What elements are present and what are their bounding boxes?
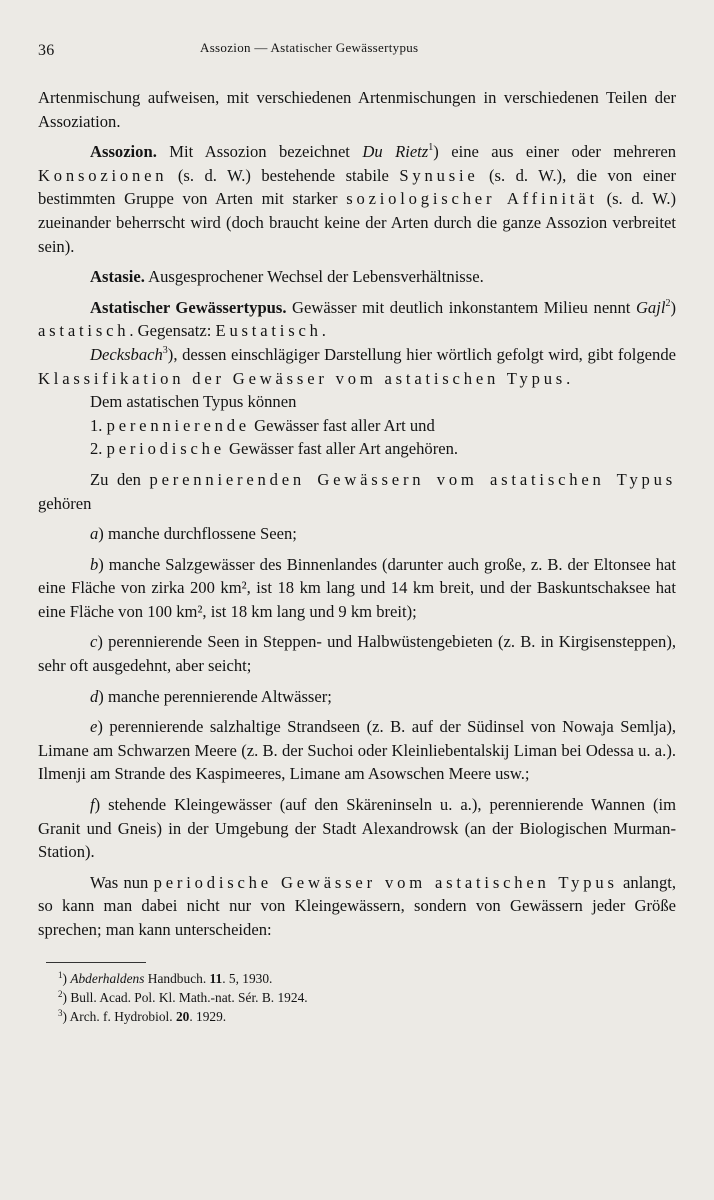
text-span: Gewässer mit deutlich inkonstantem Milieu nennt (286, 297, 636, 317)
list-item (38, 685, 676, 709)
item-letter: e (90, 717, 98, 737)
spaced-term: Klassifikation der Gewässer vom astatischen Typus (38, 368, 567, 388)
footnote-mark: 2 (58, 988, 63, 999)
text-span: ) (670, 297, 676, 317)
footnote-ref-3: 3 (162, 344, 168, 356)
author-gajl: Gajl (635, 297, 666, 317)
text-span: ) eine aus einer oder mehreren (433, 142, 677, 162)
item-text: ) perennierende salzhaltige Strandseen (z. B. auf der Südinsel von Nowaja Semlja), Limane am Schwarzen Meere (z. B. der Suchoi oder Kleinliebentalskij Liman bei Odessa u. a.). Ilmenji am Strande des Kaspimeeres, Limane am Asowschen Meere usw.; (38, 717, 676, 784)
text-span: . (566, 368, 571, 388)
running-head: Assozion — Astatischer Gewässertypus (200, 40, 419, 55)
footnote: $^3$) Arch. f. Hydrobiol. 20. 1929. (58, 1007, 227, 1024)
lemma-astasie: Astasie. (90, 267, 145, 287)
spaced-term: perennierende (106, 415, 250, 435)
paragraph-decksbach (38, 343, 676, 390)
item-letter: b (90, 554, 99, 574)
list-item (38, 630, 676, 677)
page-number: 36 (38, 42, 55, 59)
item-letter: d (90, 686, 99, 706)
lemma-astatischer: Astatischer Gewässertypus. (90, 297, 287, 317)
list-item (38, 793, 676, 864)
type-item (38, 414, 676, 438)
footnote-mark: 1 (58, 969, 63, 980)
text-span: Was nun (90, 872, 154, 892)
footnote-text: Arch. f. Hydrobiol. (66, 1008, 176, 1024)
text-span: anlangt, so kann man dabei nicht nur von Kleingewässern, sondern von Gewässern jeder Größe sprechen; man kann unterscheiden: (38, 872, 677, 939)
footnote: $^2$) Bull. Acad. Pol. Kl. Math.-nat. Sér. B. 1924. (58, 988, 308, 1005)
item-letter: c (90, 632, 98, 652)
author-du-rietz: Du Rietz (362, 142, 429, 162)
item-letter: f (90, 795, 95, 815)
spaced-term: Konsozionen (38, 165, 168, 185)
spaced-term: perennierenden Gewässern vom astatischen Typus (149, 469, 676, 489)
spaced-term: Synusie (399, 165, 479, 185)
author-decksbach: Decksbach (90, 344, 163, 364)
item-number: 2. (90, 439, 107, 459)
text-span: (s. d. W.) bestehende stabile (167, 165, 400, 185)
footnote-text: Handbuch. (144, 970, 210, 986)
text-span: Gewässer fast aller Art angehören. (224, 439, 459, 459)
text-span: (s. d. W.) zueinander beherrscht wird (doch braucht keine der Arten durch die ganze Assozion verbreitet sein). (38, 189, 677, 256)
lemma-assozion: Assozion. (90, 142, 157, 162)
spaced-term: astatisch (38, 321, 130, 341)
item-text: ) stehende Kleingewässer (auf den Skäreninseln u. a.), perennierende Wannen (im Granit und Gneis) in der Umgebung der Stadt Alexandrowsk (an der Biologischen Murman-Station). (38, 795, 676, 862)
text-span: Zu den (90, 469, 150, 489)
text-span: Ausgesprochener Wechsel der Lebensverhältnisse. (144, 267, 484, 287)
paragraph-was-nun (38, 871, 676, 942)
footnote-volume: 11 (209, 970, 223, 986)
footnote-text: . 5, 1930. (222, 970, 273, 986)
spaced-term: periodische Gewässer vom astatischen Typus (153, 872, 618, 892)
spaced-term: periodische (106, 439, 225, 459)
type-item (38, 437, 676, 461)
entry-astasie (38, 265, 676, 289)
text-span: gehören (38, 493, 92, 513)
list-item (38, 522, 676, 546)
footnote-text: . 1929. (189, 1008, 227, 1024)
entry-assozion (38, 140, 676, 258)
item-letter: a (90, 524, 99, 544)
spaced-term: soziologischer Affinität (346, 189, 598, 209)
paragraph-list-intro: Dem astatischen Typus können (90, 392, 297, 412)
text-column (38, 36, 676, 1026)
text-span: ), dessen einschlägiger Darstellung hier wörtlich gefolgt wird, gibt folgende (167, 344, 676, 364)
page-header (38, 36, 676, 66)
footnote-volume: 20 (175, 1008, 190, 1024)
footnote-ref-2: 2 (665, 297, 671, 309)
footnote-mark: 3 (58, 1007, 63, 1018)
text-span: (s. d. W.), die von einer bestimmten Gruppe von Arten mit starker (38, 165, 676, 209)
paragraph-zu-den (38, 468, 676, 515)
item-text: ) manche perennierende Altwässer; (98, 686, 332, 706)
paragraph-intro: Artenmischung aufweisen, mit verschiedenen Artenmischungen in verschiedenen Teilen der Assoziation. (38, 88, 676, 131)
footnote-source: Abderhaldens (70, 970, 145, 986)
list-item (38, 715, 676, 786)
text-span: . (321, 321, 326, 341)
text-span: Mit Assozion bezeichnet (156, 142, 363, 162)
spaced-term: Eustatisch (215, 321, 322, 341)
footnote: $^1$) Abderhaldens Handbuch. 11. 5, 1930. (58, 969, 273, 986)
footnote-ref-1: 1 (428, 142, 434, 154)
list-item (38, 553, 676, 624)
item-number: 1. (90, 415, 107, 435)
text-span: Gewässer fast aller Art und (249, 415, 435, 435)
footnote-divider (46, 962, 146, 963)
item-text: ) manche durchflossene Seen; (98, 524, 297, 544)
item-text: ) manche Salzgewässer des Binnenlandes (darunter auch große, z. B. der Eltonsee hat eine Fläche von zirka 200 km², ist 18 km lang und 14 km breit, und der Baskuntschaksee hat eine Fläche von 100 km², ist 18 km lang und 9 km breit); (38, 554, 676, 621)
text-span: . Gegensatz: (129, 321, 216, 341)
entry-astatischer-gewaessertypus (38, 296, 676, 343)
item-text: ) perennierende Seen in Steppen- und Halbwüstengebieten (z. B. in Kirgisensteppen), sehr oft ausgedehnt, aber seicht; (38, 632, 676, 676)
footnote-text: Bull. Acad. Pol. Kl. Math.-nat. Sér. B. 1924. (66, 989, 308, 1005)
